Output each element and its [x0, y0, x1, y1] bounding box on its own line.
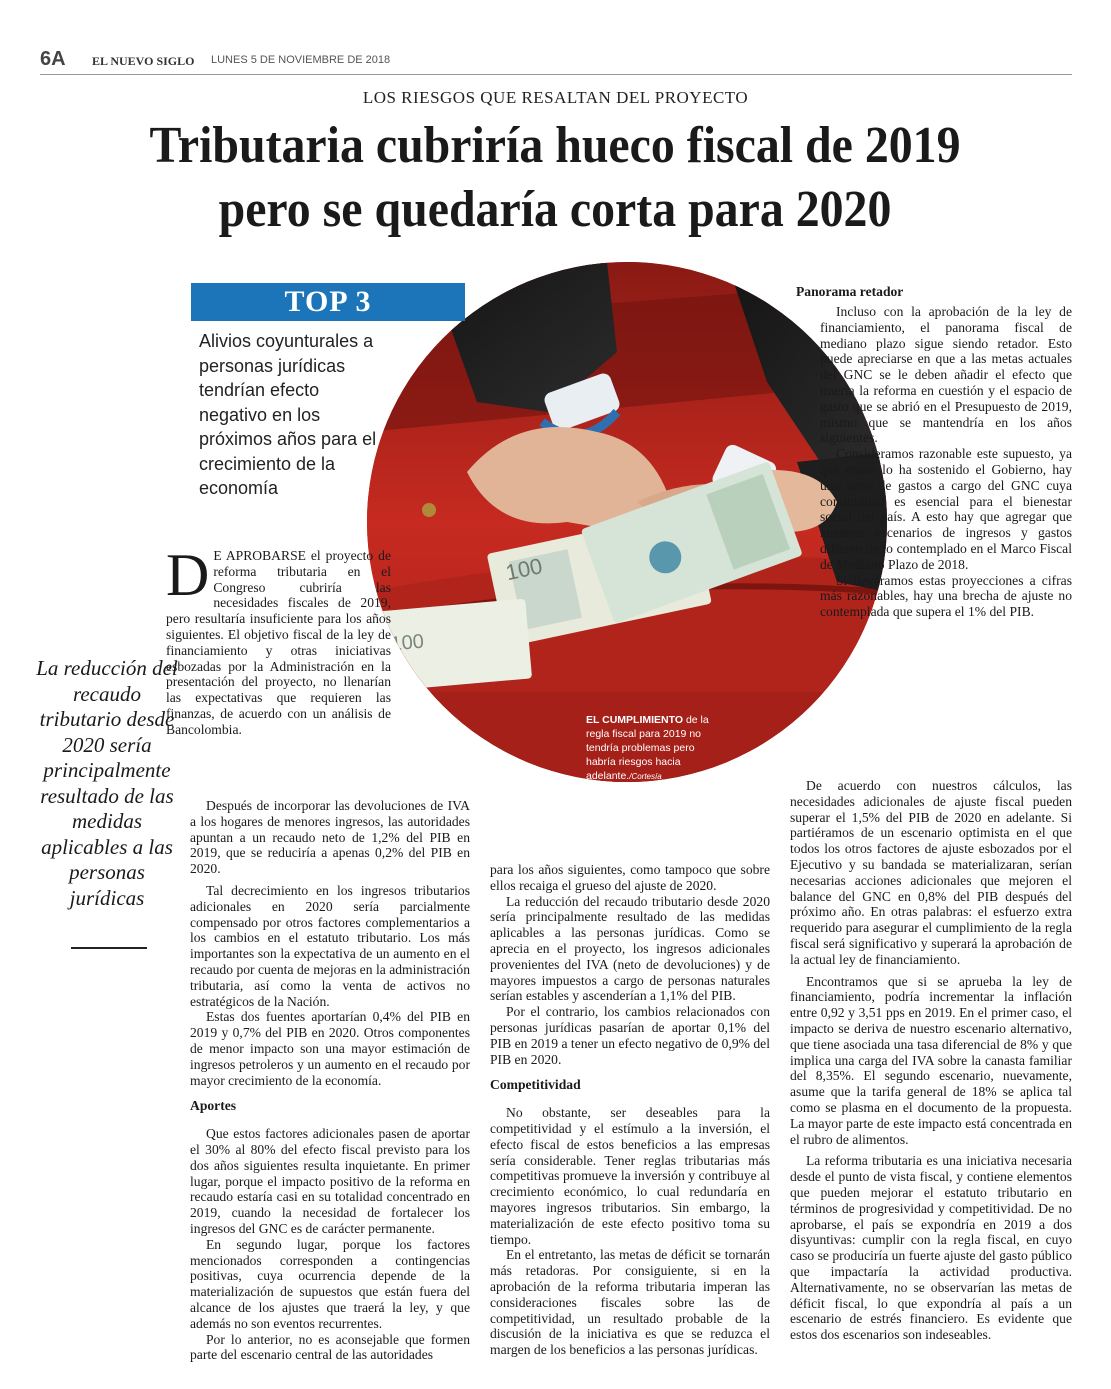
article-photo — [367, 262, 887, 782]
col2-paragraph-2: La reducción del recaudo tributario desde 2020 sería principalmente resultado de las medidas aplicables a las personas jurídicas. Como se aprecia en el proyecto, los ingresos adicionales provenientes del IVA (neto de devoluciones) y de mayores impuestos a cargo de personas naturales serían estables y ascenderían a 1,1% del PIB. — [490, 893, 770, 1004]
headline-line-2: pero se quedaría corta para 2020 — [218, 181, 892, 238]
col1-paragraph-4: Estas dos fuentes aportarían 0,4% del PIB en 2019 y 0,7% del PIB en 2020. Otros componentes de menor impacto son una mayor estimación de ingresos petroleros y un aumento en el recaudo por mayor crecimiento de la economía. — [190, 1009, 470, 1088]
svg-text:100: 100 — [389, 630, 425, 656]
col3-paragraph-4: De acuerdo con nuestros cálculos, las necesidades adicionales de ajuste fiscal pueden superar el 1,5% del PIB de 2020 en adelante. Si partiéramos de un escenario optimista en el que todos los otros factores de ajuste esbozados por el Ejecutivo y su bandada se materializaran, serían necesarias acciones adicionales que mejoren el balance del GNC en 0,8% del PIB después del próximo año. En otras palabras: el esfuerzo extra requerido para asegurar el cumplimiento de la regla fiscal será significativo y superará la aprobación de la actual ley de financiamiento. — [790, 778, 1072, 967]
col2-paragraph-3: Por el contrario, los cambios relacionados con personas jurídicas pasarían de aportar 0,1% del PIB en 2019 a tener un efecto negativo de 0,9% del PIB en 2020. — [490, 1004, 770, 1067]
col2-paragraph-4: No obstante, ser deseables para la competitividad y el estímulo a la inversión, el efecto fiscal de estos beneficios a las empresas sería considerable. Tener reglas tributarias más competitivas promueve la inversión y contribuye al crecimiento económico, lo cual redundaría en mayores ingresos tributarios. Sin embargo, la materialización de este efecto positivo toma su tiempo. — [490, 1105, 770, 1247]
banknotes-illustration — [367, 262, 887, 782]
drop-cap: D — [166, 542, 210, 608]
column-1 — [190, 798, 470, 1363]
col1-paragraph-3: Tal decrecimiento en los ingresos tributarios adicionales en 2020 sería parcialmente compensado por otros factores complementarios a los cambios en el estatuto tributario. Los más importantes son la expectativa de un aumento en el recaudo por cuenta de mejoras en la administración tributaria, así como la venta de activos no estratégicos de la Nación. — [190, 882, 470, 1009]
column-3 — [790, 778, 1072, 1343]
col1-paragraph-1: E APROBARSE el proyecto de reforma tributaria en el Congreso cubriría las necesidades fiscales de 2019, pero resultaría insuficiente para los años siguientes. El objetivo fiscal de la ley de financiamiento y otras iniciativas esbozadas por la Administración en la presentación del proyecto, no llenarían las expectativas que requieren las finanzas, de acuerdo con un análisis de Bancolombia. — [166, 548, 391, 737]
col3-subhead: Panorama retador — [796, 284, 904, 299]
caption-lead: EL CUMPLIMIENTO — [586, 714, 684, 726]
pull-quote: La reducción del recaudo tributario desde 2020 sería principalmente resultado de las medidas aplicables a las personas jurídicas — [36, 656, 178, 910]
col3-paragraph-2: Consideramos razonable este supuesto, ya que como lo ha sostenido el Gobierno, hay una serie de gastos a cargo del GNC cuya continuidad es esencial para el bienestar social del país. A esto hay que agregar que nuestros escenarios de ingresos y gastos difieren de lo contemplado en el Marco Fiscal de Mediano Plazo de 2018. — [820, 446, 1072, 572]
svg-text:100: 100 — [503, 553, 545, 586]
col2-subhead: Competitividad — [490, 1077, 581, 1093]
top3-text: Alivios coyunturales a personas jurídicas tendrían efecto negativo en los próximos años para el crecimiento de la economía — [199, 331, 377, 498]
caption-text: de la regla fiscal para 2019 no tendría problemas pero habría riesgos hacia adelante. — [586, 714, 709, 782]
headline-line-1: Tributaria cubriría hueco fiscal de 2019 — [149, 117, 961, 174]
page-number: 6A — [40, 48, 66, 70]
col3-paragraph-1: Incluso con la aprobación de la ley de financiamiento, el panorama fiscal de mediano plazo sigue siendo retador. Esto puede apreciarse en que a las metas actuales del GNC se le deben añadir el efecto que traería la reforma en cuestión y el espacio de gasto que se abrió en el Presupuesto de 2019, mismo que se mantendría en los años siguientes. — [820, 304, 1072, 446]
col2-paragraph-1: para los años siguientes, como tampoco que sobre ellos recaiga el grueso del ajuste de 2020. — [490, 862, 770, 893]
publication-name: EL NUEVO SIGLO — [92, 54, 195, 68]
col3-paragraph-5: Encontramos que si se aprueba la ley de financiamiento, podría incrementar la inflación entre 0,92 y 3,51 pps en 2019. En el primer caso, el impacto se deriva de nuestro escenario alternativo, que tiene asociada una tasa diferencial de 8% y que implica una carga del IVA sobre la canasta familiar del 8,35%. El segundo escenario, nuevamente, asume que la tarifa general de 18% se aplica tal como se plasma en el documento de la propuesta. La mayor parte de este impacto está concentrada en el rubro de alimentos. — [790, 973, 1072, 1147]
col3-paragraph-6: La reforma tributaria es una iniciativa necesaria desde el punto de vista fiscal, y contiene elementos que pueden mejorar el estatuto tributario en términos de progresividad y competitividad. De no aprobarse, el país se expondría en 2019 a dos disyuntivas: cumplir con la regla fiscal, en cuyo caso se produciría un fuerte ajuste del gasto público que impactaría la actividad productiva. Alternativamente, no se observarían las metas de déficit fiscal, lo que expondría al país a un escenario de estrés financiero. Es evidente que estos dos escenarios son indeseables. — [790, 1153, 1072, 1343]
kicker: LOS RIESGOS QUE RESALTAN DEL PROYECTO — [362, 88, 749, 107]
col3-paragraph-3: Si lleváramos estas proyecciones a cifras más razonables, hay una brecha de ajuste no contemplada que supera el 1% del PIB. — [820, 572, 1072, 620]
photo-caption — [586, 713, 726, 784]
headline — [81, 114, 1029, 242]
top3-banner: TOP 3 — [191, 283, 465, 321]
column-1-top — [166, 542, 391, 738]
pull-quote-rule — [71, 947, 147, 949]
col2-paragraph-5: En el entretanto, las metas de déficit se tornarán más retadoras. Por consiguiente, si en la aprobación de la reforma tributaria imperan las consideraciones fiscales sobre las de competitividad, un resultado probable de la discusión de la iniciativa es que se reduzca el margen de los beneficios a las personas jurídicas. — [490, 1247, 770, 1358]
col1-paragraph-7: Por lo anterior, no es aconsejable que formen parte del escenario central de las autoridades — [190, 1331, 470, 1363]
issue-date: LUNES 5 DE NOVIEMBRE DE 2018 — [211, 54, 391, 66]
column-3-top — [820, 304, 1072, 620]
col1-paragraph-5: Que estos factores adicionales pasen de aportar el 30% al 80% del efecto fiscal previsto para los dos años siguientes resulta inquietante. En primer lugar, porque el impacto positivo de la reforma en recaudo estaría casi en su totalidad concentrado en 2019, cuando la necesidad de fortalecer los ingresos del GNC es de carácter permanente. — [190, 1126, 470, 1236]
header-rule — [40, 74, 1072, 75]
col1-subhead: Aportes — [190, 1098, 237, 1114]
column-2 — [490, 862, 770, 1358]
page-header — [40, 48, 1070, 78]
caption-credit: /Cortesía — [629, 772, 662, 781]
col1-paragraph-6: En segundo lugar, porque los factores mencionados corresponden a contingencias positivas, cuya ocurrencia depende de la materialización de supuestos que están fuera del alcance de los ajustes que traerá la ley, y que además no son eventos recurrentes. — [190, 1236, 470, 1331]
col1-paragraph-2: Después de incorporar las devoluciones de IVA a los hogares de menores ingresos, las autoridades apuntan a un recaudo neto de 1,2% del PIB en 2019, que se reduciría a apenas 0,2% del PIB en 2020. — [190, 798, 470, 877]
